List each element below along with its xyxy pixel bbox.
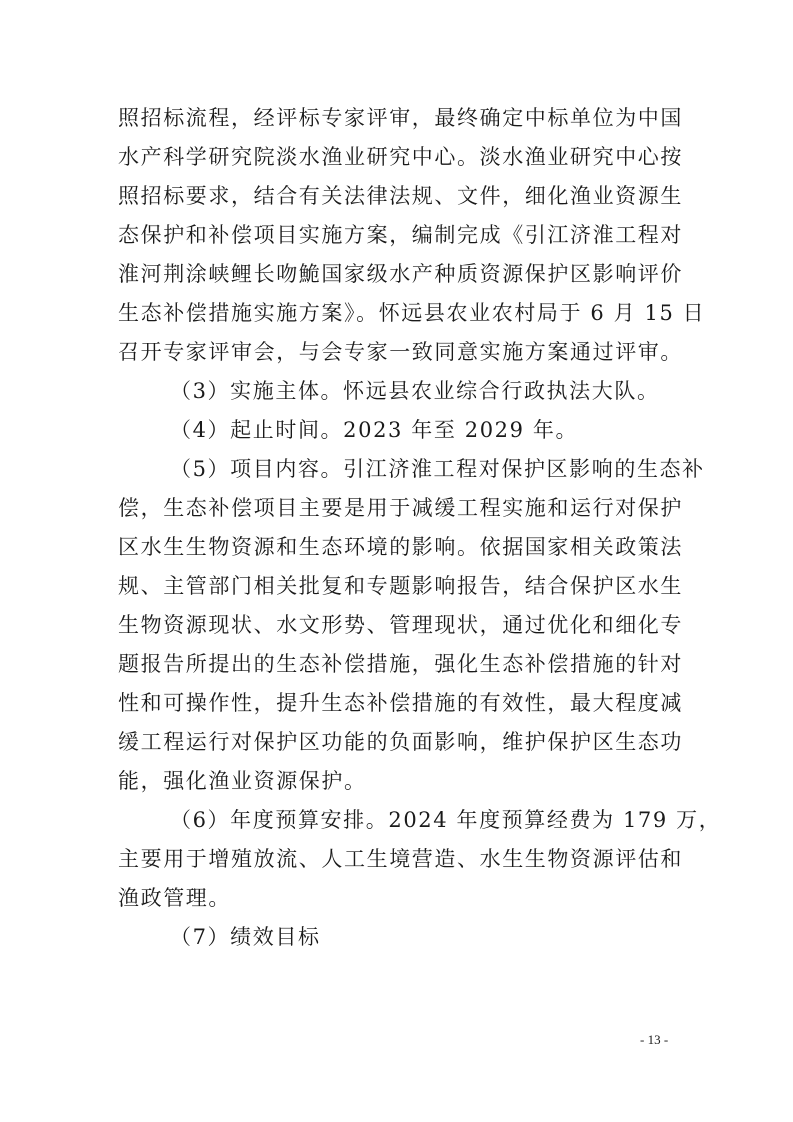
paragraph-line: 题报告所提出的生态补偿措施，强化生态补偿措施的针对	[118, 652, 683, 676]
paragraph-line: 水产科学研究院淡水渔业研究中心。淡水渔业研究中心按	[118, 145, 683, 169]
section-heading-budget: （6）年度预算安排。2024 年度预算经费为 179 万，	[170, 808, 722, 832]
paragraph-line: 能，强化渔业资源保护。	[118, 769, 367, 793]
paragraph-line: 淮河荆涂峡鲤长吻鮠国家级水产种质资源保护区影响评价	[118, 262, 683, 286]
paragraph-line: 生态补偿措施实施方案》。怀远县农业农村局于 6 月 15 日	[118, 301, 706, 325]
section-heading-content: （5）项目内容。引江济淮工程对保护区影响的生态补	[170, 457, 705, 481]
page-number: - 13 -	[640, 1032, 669, 1047]
paragraph-line: 态保护和补偿项目实施方案，编制完成《引江济淮工程对	[118, 223, 683, 247]
paragraph-line: 缓工程运行对保护区功能的负面影响，维护保护区生态功	[118, 730, 683, 754]
paragraph-line: 照招标要求，结合有关法律法规、文件，细化渔业资源生	[118, 184, 683, 208]
paragraph-line: 照招标流程，经评标专家评审，最终确定中标单位为中国	[118, 106, 683, 130]
paragraph-line: 召开专家评审会，与会专家一致同意实施方案通过评审。	[118, 340, 683, 364]
paragraph-line: 渔政管理。	[118, 886, 231, 910]
paragraph-line: 生物资源现状、水文形势、管理现状，通过优化和细化专	[118, 613, 683, 637]
paragraph-line: 区水生生物资源和生态环境的影响。依据国家相关政策法	[118, 535, 683, 559]
section-heading-implementer: （3）实施主体。怀远县农业综合行政执法大队。	[170, 379, 660, 403]
paragraph-line: 规、主管部门相关批复和专题影响报告，结合保护区水生	[118, 574, 683, 598]
paragraph-line: 偿，生态补偿项目主要是用于减缓工程实施和运行对保护	[118, 496, 683, 520]
paragraph-line: 性和可操作性，提升生态补偿措施的有效性，最大程度减	[118, 691, 683, 715]
section-heading-duration: （4）起止时间。2023 年至 2029 年。	[170, 418, 579, 442]
section-heading-objectives: （7）绩效目标	[170, 925, 321, 949]
paragraph-line: 主要用于增殖放流、人工生境营造、水生生物资源评估和	[118, 847, 683, 871]
